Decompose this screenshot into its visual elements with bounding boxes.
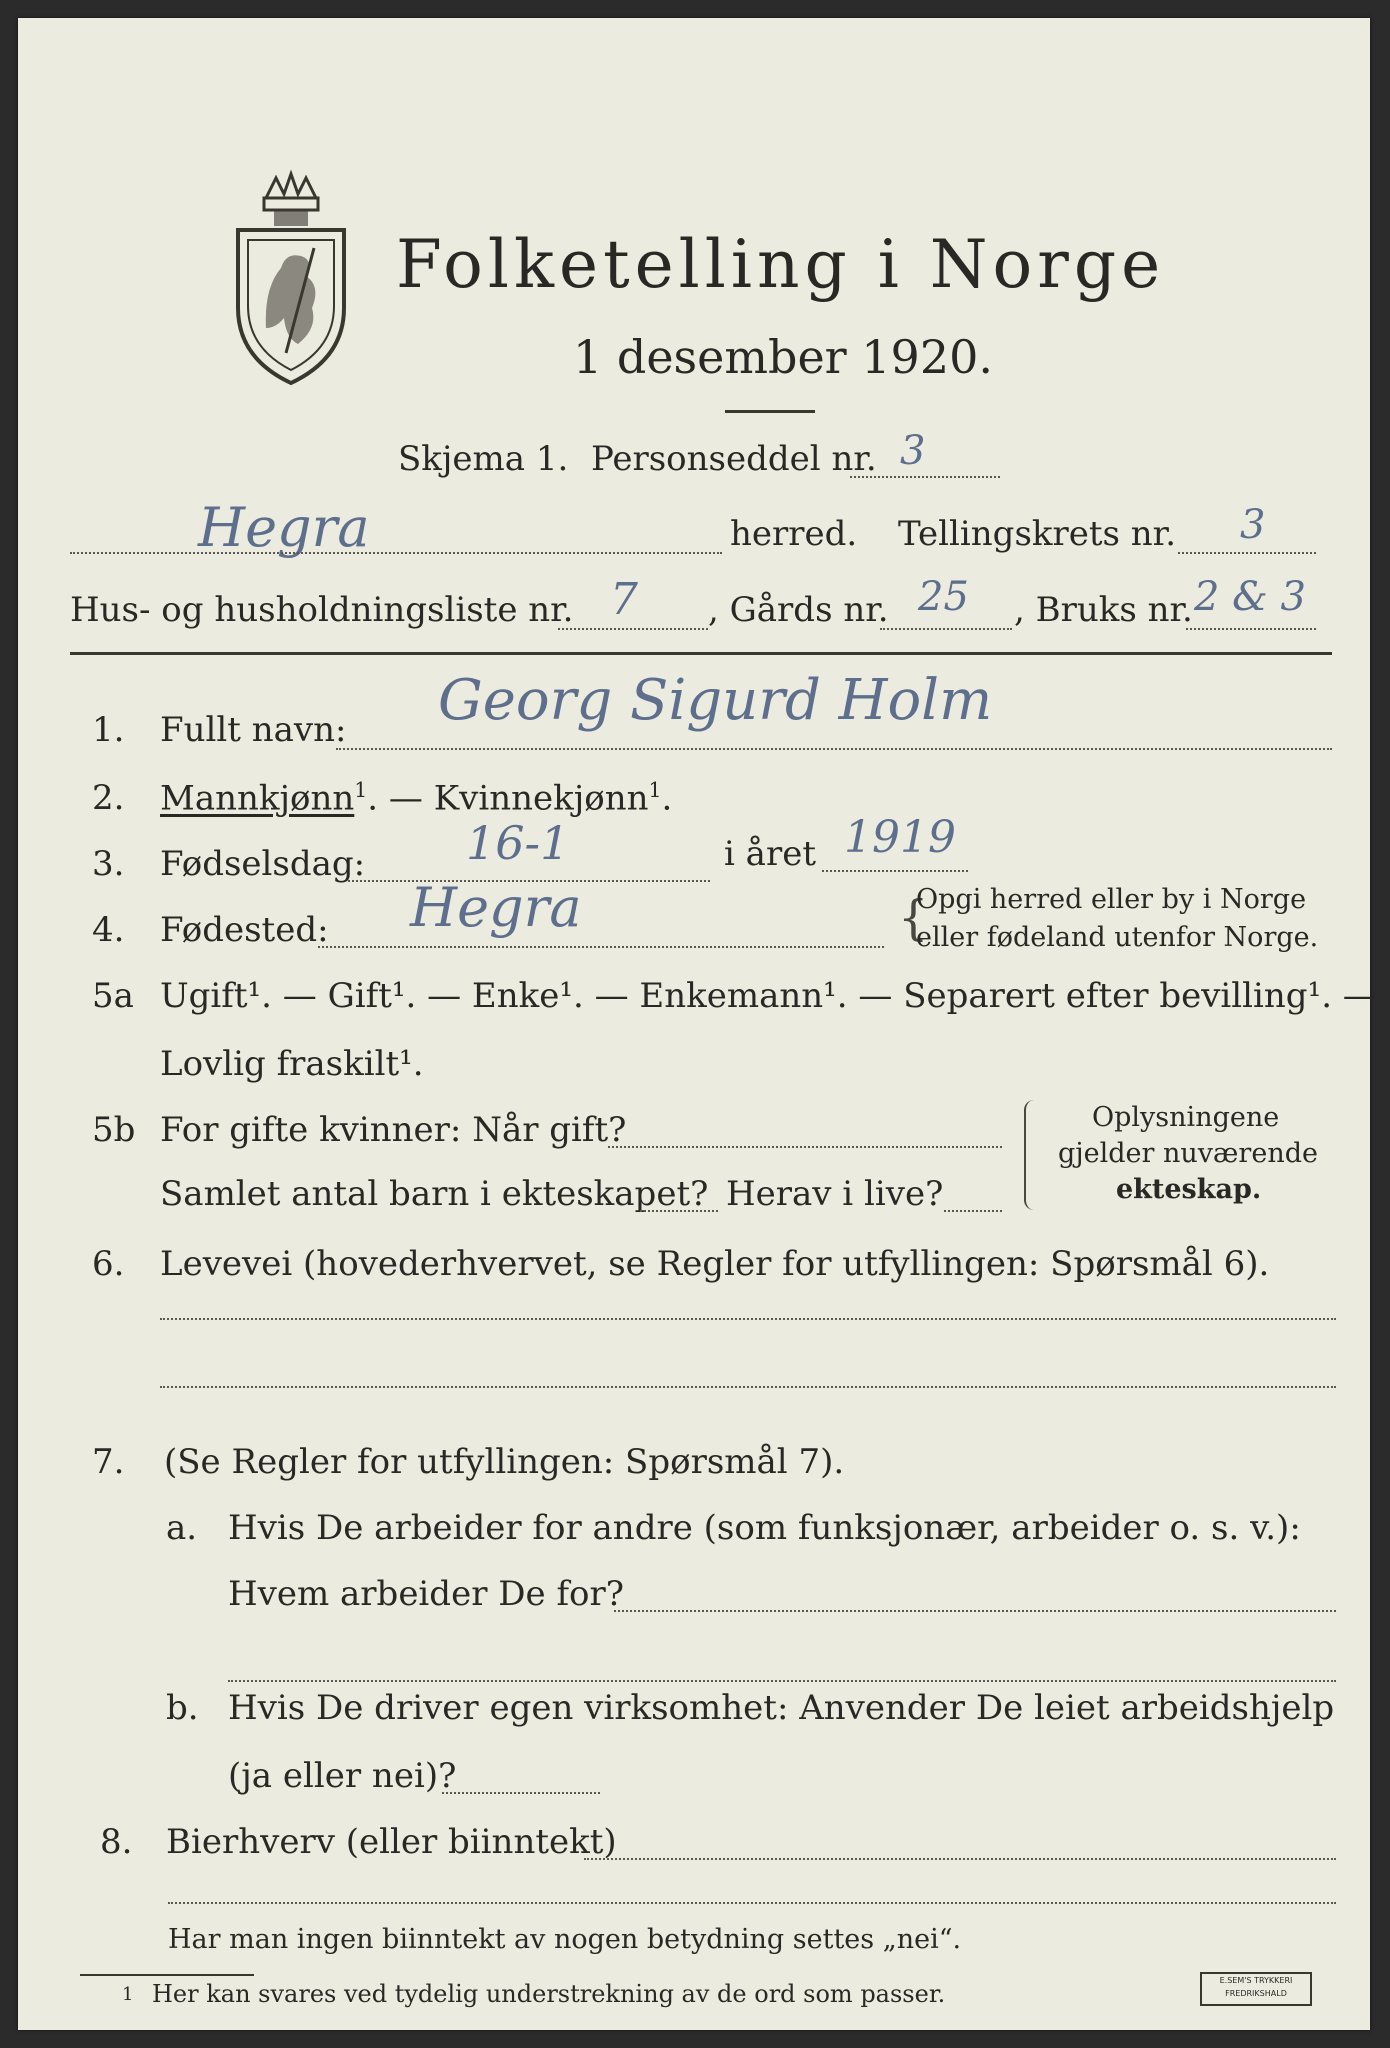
marital-status-divorced[interactable]: Lovlig fraskilt¹. bbox=[160, 1044, 424, 1084]
occupation-field-line-2 bbox=[160, 1386, 1336, 1388]
q5b-brace bbox=[1024, 1100, 1036, 1210]
herred-label: herred. bbox=[730, 514, 858, 554]
employer-field-line-1 bbox=[614, 1610, 1336, 1612]
footnote-divider bbox=[80, 1974, 254, 1976]
q2-options: Mannkjønn$^1$. — Kvinnekjønn$^1$. bbox=[160, 778, 673, 819]
q1-label: Fullt navn: bbox=[160, 710, 347, 750]
q5a-number: 5a bbox=[92, 976, 134, 1016]
footnote-mark: 1 bbox=[122, 1984, 134, 2005]
married-when-label: For gifte kvinner: Når gift? bbox=[160, 1110, 627, 1150]
q6-label: Levevei (hovederhvervet, se Regler for utfyllingen: Spørsmål 6). bbox=[160, 1244, 1270, 1284]
full-name-value[interactable]: Georg Sigurd Holm bbox=[438, 668, 993, 733]
bruks-value[interactable]: 2 & 3 bbox=[1194, 574, 1306, 620]
hired-help-field-line bbox=[442, 1792, 600, 1794]
female-option[interactable]: Kvinnekjønn bbox=[433, 778, 649, 819]
printer-mark: E.SEM'S TRYKKERI FREDRIKSHALD bbox=[1200, 1972, 1312, 2006]
birthyear-field-line bbox=[822, 870, 968, 872]
q7b-line2: (ja eller nei)? bbox=[228, 1756, 457, 1796]
q3-label: Fødselsdag: bbox=[160, 844, 366, 884]
personseddel-field-line bbox=[850, 476, 1000, 478]
q4-label: Fødested: bbox=[160, 910, 329, 950]
coat-of-arms-icon bbox=[226, 168, 356, 388]
year-label: i året bbox=[724, 834, 816, 874]
q7a-letter: a. bbox=[166, 1508, 198, 1548]
birthplace-value[interactable]: Hegra bbox=[410, 876, 582, 939]
header-divider bbox=[70, 652, 1332, 655]
male-option[interactable]: Mannkjønn bbox=[160, 778, 355, 819]
q3-number: 3. bbox=[92, 844, 125, 884]
tellingskrets-label: Tellingskrets nr. bbox=[898, 514, 1177, 554]
title-divider bbox=[725, 410, 815, 413]
gards-value[interactable]: 25 bbox=[918, 574, 969, 620]
occupation-field-line-1 bbox=[160, 1318, 1336, 1320]
herred-value[interactable]: Hegra bbox=[198, 496, 370, 559]
side-income-field-line-2 bbox=[168, 1902, 1336, 1904]
q4-brace: { bbox=[898, 890, 929, 946]
children-count-field-line bbox=[640, 1210, 718, 1212]
side-income-field-line-1 bbox=[584, 1858, 1336, 1860]
q1-number: 1. bbox=[92, 710, 125, 750]
husliste-label: Hus- og husholdningsliste nr. bbox=[70, 590, 574, 630]
herred-field-line bbox=[70, 552, 722, 554]
bruks-label: , Bruks nr. bbox=[1014, 590, 1193, 630]
q8-number: 8. bbox=[100, 1822, 133, 1862]
gards-label: , Gårds nr. bbox=[708, 590, 889, 630]
q5b-note-line3: ekteskap. bbox=[1116, 1174, 1262, 1205]
q7a-line2: Hvem arbeider De for? bbox=[228, 1574, 624, 1614]
bruks-field-line bbox=[1186, 628, 1316, 630]
form-title: Folketelling i Norge bbox=[396, 226, 1166, 303]
q8-label: Bierhverv (eller biinntekt) bbox=[166, 1822, 617, 1862]
birthplace-field-line bbox=[318, 946, 884, 948]
children-alive-field-line bbox=[944, 1210, 1002, 1212]
husliste-field-line bbox=[558, 628, 708, 630]
married-when-field-line bbox=[608, 1146, 1002, 1148]
q5b-number: 5b bbox=[92, 1110, 136, 1150]
q5b-note-line1: Oplysningene bbox=[1092, 1102, 1280, 1133]
q6-number: 6. bbox=[92, 1244, 125, 1284]
q7b-letter: b. bbox=[166, 1688, 199, 1728]
q1-field-line bbox=[336, 748, 1332, 750]
census-form-sheet bbox=[18, 18, 1377, 2030]
personseddel-value[interactable]: 3 bbox=[900, 428, 926, 474]
children-alive-label: Herav i live? bbox=[726, 1174, 944, 1214]
form-date: 1 desember 1920. bbox=[573, 330, 993, 384]
marital-status-options[interactable]: Ugift¹. — Gift¹. — Enke¹. — Enkemann¹. — Separert efter bevilling¹. — bbox=[160, 976, 1377, 1016]
q7-number: 7. bbox=[92, 1442, 125, 1482]
personseddel-label: Personseddel nr. bbox=[591, 439, 877, 479]
birthdate-value[interactable]: 16-1 bbox=[466, 816, 570, 870]
q7a-line1: Hvis De arbeider for andre (som funksjonær, arbeider o. s. v.): bbox=[228, 1508, 1301, 1548]
gards-field-line bbox=[880, 628, 1012, 630]
q2-number: 2. bbox=[92, 778, 125, 818]
nei-note: Har man ingen biinntekt av nogen betydning settes „nei“. bbox=[168, 1924, 962, 1955]
q4-note-line2: eller fødeland utenfor Norge. bbox=[916, 922, 1319, 953]
q7b-line1: Hvis De driver egen virksomhet: Anvender De leiet arbeidshjelp bbox=[228, 1688, 1335, 1728]
birthyear-value[interactable]: 1919 bbox=[844, 812, 956, 863]
q7-label: (Se Regler for utfyllingen: Spørsmål 7). bbox=[164, 1442, 845, 1482]
tellingskrets-value[interactable]: 3 bbox=[1240, 502, 1266, 548]
q4-note-line1: Opgi herred eller by i Norge bbox=[916, 884, 1307, 915]
footnote-text: Her kan svares ved tydelig understrekning av de ord som passer. bbox=[152, 1980, 946, 2008]
q4-number: 4. bbox=[92, 910, 125, 950]
children-count-label: Samlet antal barn i ekteskapet? bbox=[160, 1174, 709, 1214]
tellingskrets-field-line bbox=[1178, 552, 1316, 554]
employer-field-line-2 bbox=[228, 1680, 1336, 1682]
q5b-note-line2: gjelder nuværende bbox=[1058, 1138, 1318, 1169]
skjema-label: Skjema 1. bbox=[398, 439, 569, 479]
husliste-value[interactable]: 7 bbox=[610, 574, 638, 625]
